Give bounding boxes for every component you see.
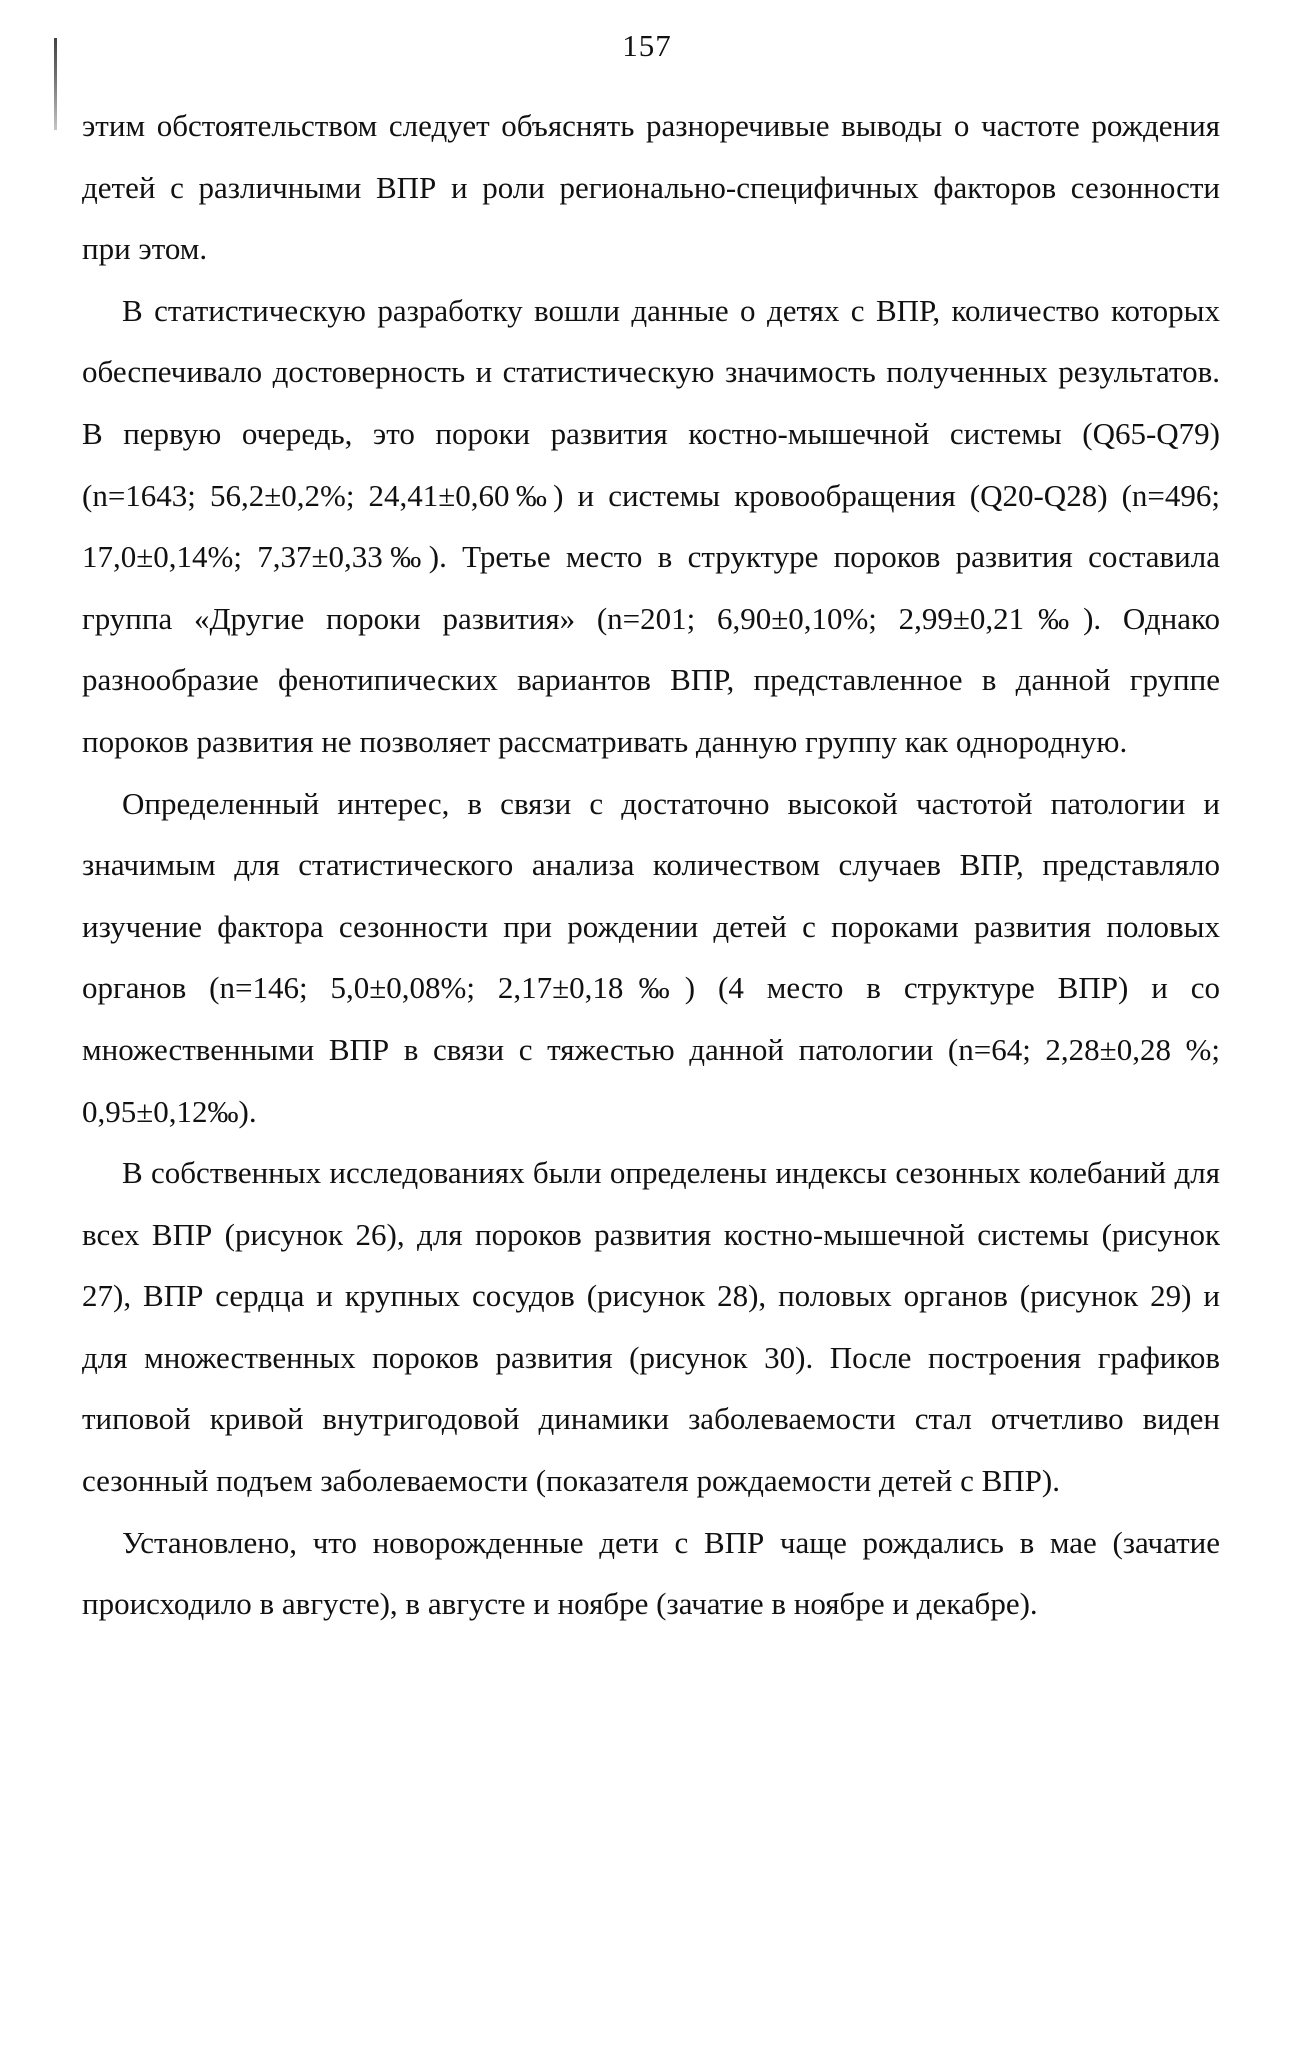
paragraph-3: Определенный интерес, в связи с достаточно высокой частотой патологии и значимым для статистического анализа количеством случаев ВПР, представляло изучение фактора сезонности при рождении детей с пороками развития половых органов (n=146; 5,0±0,08%; 2,17±0,18‰) (4 место в структуре ВПР) и со множественными ВПР в связи с тяжестью данной патологии (n=64; 2,28±0,28 %; 0,95±0,12‰).: [82, 785, 1220, 1129]
page-number: 157: [622, 28, 672, 63]
paragraph-4: В собственных исследованиях были определены индексы сезонных колебаний для всех ВПР (рисунок 26), для пороков развития костно-мышечной системы (рисунок 27), ВПР сердца и крупных сосудов (рисунок 28), половых органов (рисунок 29) и для множественных пороков развития (рисунок 30). После построения графиков типовой кривой внутригодовой динамики заболеваемости стал отчетливо виден сезонный подъем заболеваемости (показателя рождаемости детей с ВПР).: [82, 1155, 1220, 1499]
body-text: [82, 95, 1220, 1635]
paragraph-1: этим обстоятельством следует объяснять разноречивые выводы о частоте рождения детей с различными ВПР и роли регионально-специфичных факторов сезонности при этом.: [82, 108, 1220, 267]
paragraph-2: В статистическую разработку вошли данные о детях с ВПР, количество которых обеспечивало достоверность и статистическую значимость полученных результатов. В первую очередь, это пороки развития костно-мышечной системы (Q65-Q79) (n=1643; 56,2±0,2%; 24,41±0,60‰) и системы кровообращения (Q20-Q28) (n=496; 17,0±0,14%; 7,37±0,33‰). Третье место в структуре пороков развития составила группа «Другие пороки развития» (n=201; 6,90±0,10%; 2,99±0,21‰). Однако разнообразие фенотипических вариантов ВПР, представленное в данной группе пороков развития не позволяет рассматривать данную группу как однородную.: [82, 292, 1220, 759]
paragraph-5: Установлено, что новорожденные дети с ВПР чаще рождались в мае (зачатие происходило в августе), в августе и ноябре (зачатие в ноябре и декабре).: [82, 1524, 1220, 1622]
